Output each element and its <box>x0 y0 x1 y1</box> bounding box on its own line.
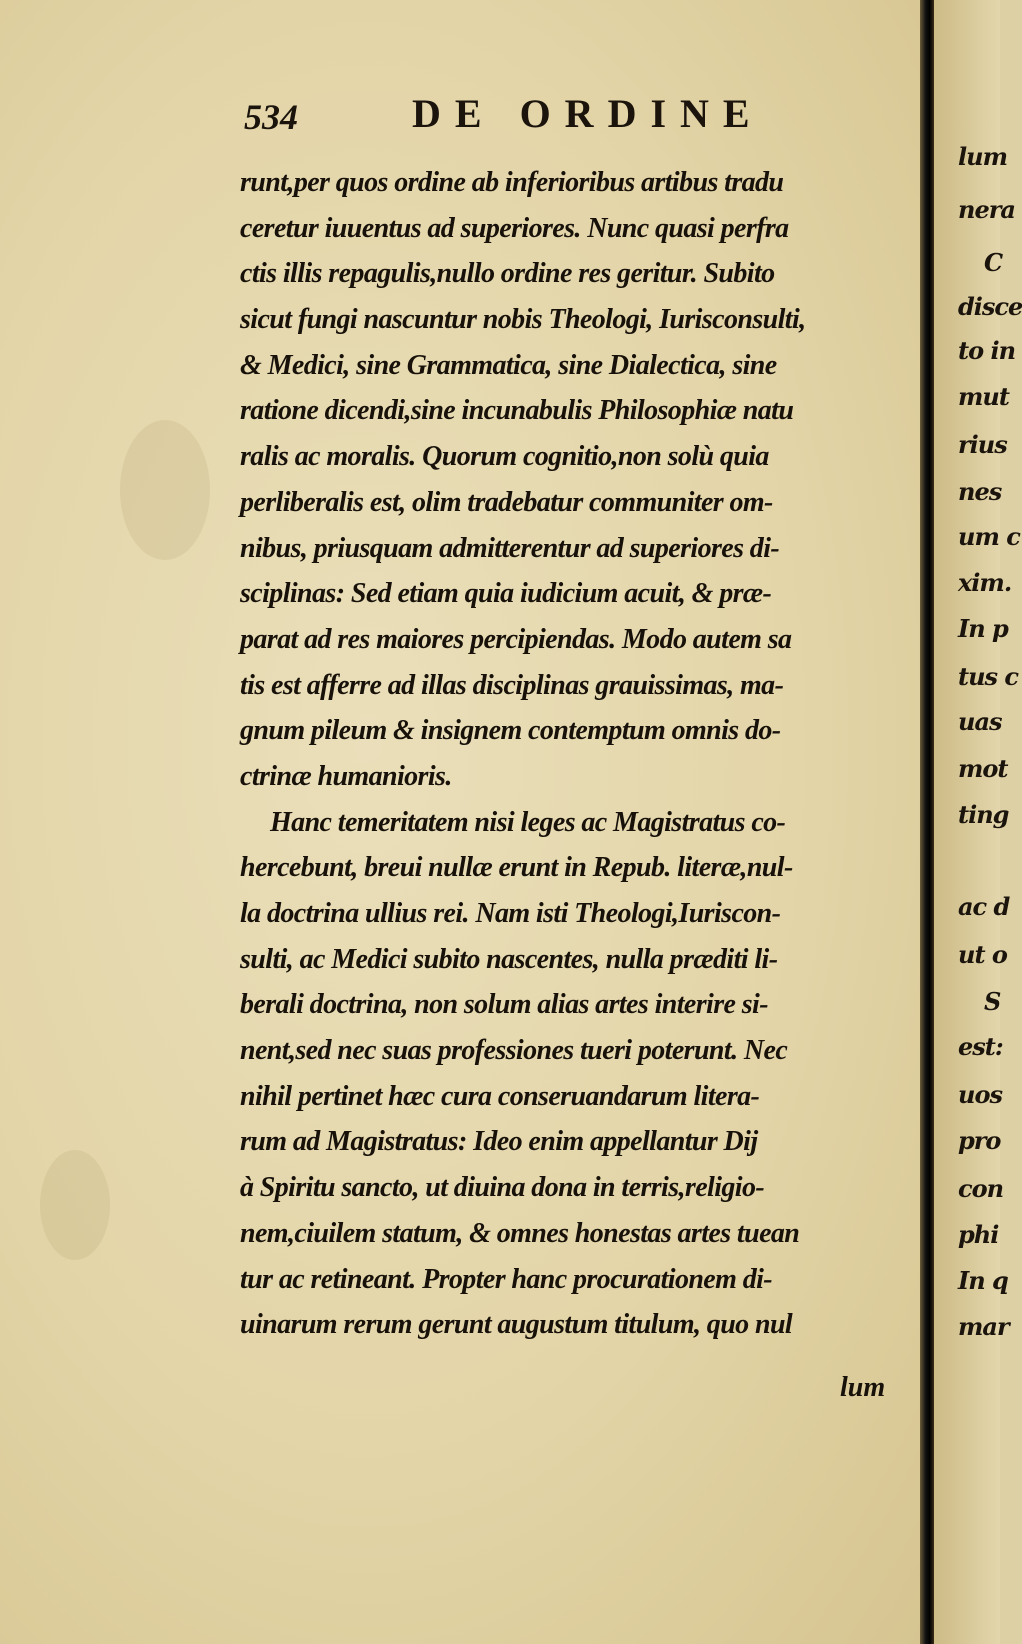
text-line: ralis ac moralis. Quorum cognitio,non solù quia <box>240 441 769 473</box>
facing-line-fragment: mut <box>958 382 1009 411</box>
text-line: Hanc temeritatem nisi leges ac Magistratus co- <box>270 806 786 838</box>
facing-line-fragment: ting <box>958 800 1009 829</box>
facing-line-fragment: mot <box>958 754 1008 783</box>
text-line: berali doctrina, non solum alias artes interire si- <box>240 989 768 1021</box>
page-number: 534 <box>244 97 298 137</box>
facing-line-fragment: In q <box>958 1266 1008 1295</box>
paper-stain <box>120 420 210 560</box>
text-line: sicut fungi nascuntur nobis Theologi, Iurisconsulti, <box>240 304 806 336</box>
facing-line-fragment: C <box>984 248 1003 277</box>
text-line: ctis illis repagulis,nullo ordine res geritur. Subito <box>240 258 775 290</box>
running-head <box>244 90 844 140</box>
facing-line-fragment: to in <box>958 336 1016 365</box>
text-line: rum ad Magistratus: Ideo enim appellantur Dij <box>240 1126 758 1158</box>
text-line: runt,per quos ordine ab inferioribus artibus tradu <box>240 167 784 198</box>
book-gutter <box>920 0 934 1644</box>
text-line: hercebunt, breui nullæ erunt in Repub. literæ,nul- <box>240 852 793 884</box>
text-line: tis est afferre ad illas disciplinas grauissimas, ma- <box>240 669 784 701</box>
text-block <box>240 160 908 1348</box>
text-line: nihil pertinet hæc cura conseruandarum litera- <box>240 1080 760 1112</box>
facing-line-fragment: uas <box>958 707 1002 736</box>
text-line: à Spiritu sancto, ut diuina dona in terris,religio- <box>240 1172 765 1204</box>
facing-line-fragment: lum <box>958 142 1007 171</box>
text-line: gnum pileum & insignem contemptum omnis do- <box>240 715 781 747</box>
facing-line-fragment: nes <box>958 477 1002 506</box>
text-line: uinarum rerum gerunt augustum titulum, quo nul <box>240 1309 793 1341</box>
text-line: sulti, ac Medici subito nascentes, nulla præditi li- <box>240 943 778 975</box>
catchword: lum <box>840 1372 886 1403</box>
text-line: tur ac retineant. Propter hanc procurationem di- <box>240 1263 773 1295</box>
running-title: DE ORDINE <box>412 91 764 136</box>
facing-line-fragment: um c <box>958 522 1020 551</box>
facing-line-fragment: ac d <box>958 892 1010 921</box>
text-line: ctrinæ humanioris. <box>240 760 452 792</box>
text-line: ceretur iuuentus ad superiores. Nunc quasi perfra <box>240 212 789 244</box>
text-line: nem,ciuilem statum, & omnes honestas artes tuean <box>240 1217 800 1249</box>
facing-line-fragment: xim. <box>958 568 1012 597</box>
text-line: nent,sed nec suas professiones tueri poterunt. Nec <box>240 1035 788 1067</box>
facing-line-fragment: nera <box>958 195 1015 224</box>
facing-line-fragment: mar <box>958 1312 1009 1341</box>
facing-line-fragment: S <box>984 987 1001 1016</box>
paper-stain <box>40 1150 110 1260</box>
facing-line-fragment: phi <box>958 1220 999 1249</box>
facing-line-fragment: ut o <box>958 940 1007 969</box>
facing-line-fragment: In p <box>958 614 1008 643</box>
facing-line-fragment: rius <box>958 430 1007 459</box>
text-line: & Medici, sine Grammatica, sine Dialectica, sine <box>240 349 777 381</box>
text-line: perliberalis est, olim tradebatur communiter om- <box>240 486 773 518</box>
text-line: nibus, priusquam admitterentur ad superiores di- <box>240 532 780 564</box>
facing-line-fragment: est: <box>958 1032 1003 1061</box>
facing-line-fragment: con <box>958 1174 1004 1203</box>
facing-page-edge <box>934 0 1022 1644</box>
facing-line-fragment: disce <box>958 292 1022 321</box>
text-line: sciplinas: Sed etiam quia iudicium acuit, & præ- <box>240 578 772 610</box>
text-line: ratione dicendi,sine incunabulis Philosophiæ natu <box>240 395 794 427</box>
text-line: parat ad res maiores percipiendas. Modo autem sa <box>240 623 792 655</box>
facing-line-fragment: uos <box>958 1080 1002 1109</box>
facing-line-fragment: pro <box>958 1126 1001 1155</box>
text-line: la doctrina ullius rei. Nam isti Theologi,Iuriscon- <box>240 898 781 929</box>
facing-line-fragment: tus c <box>958 662 1019 691</box>
